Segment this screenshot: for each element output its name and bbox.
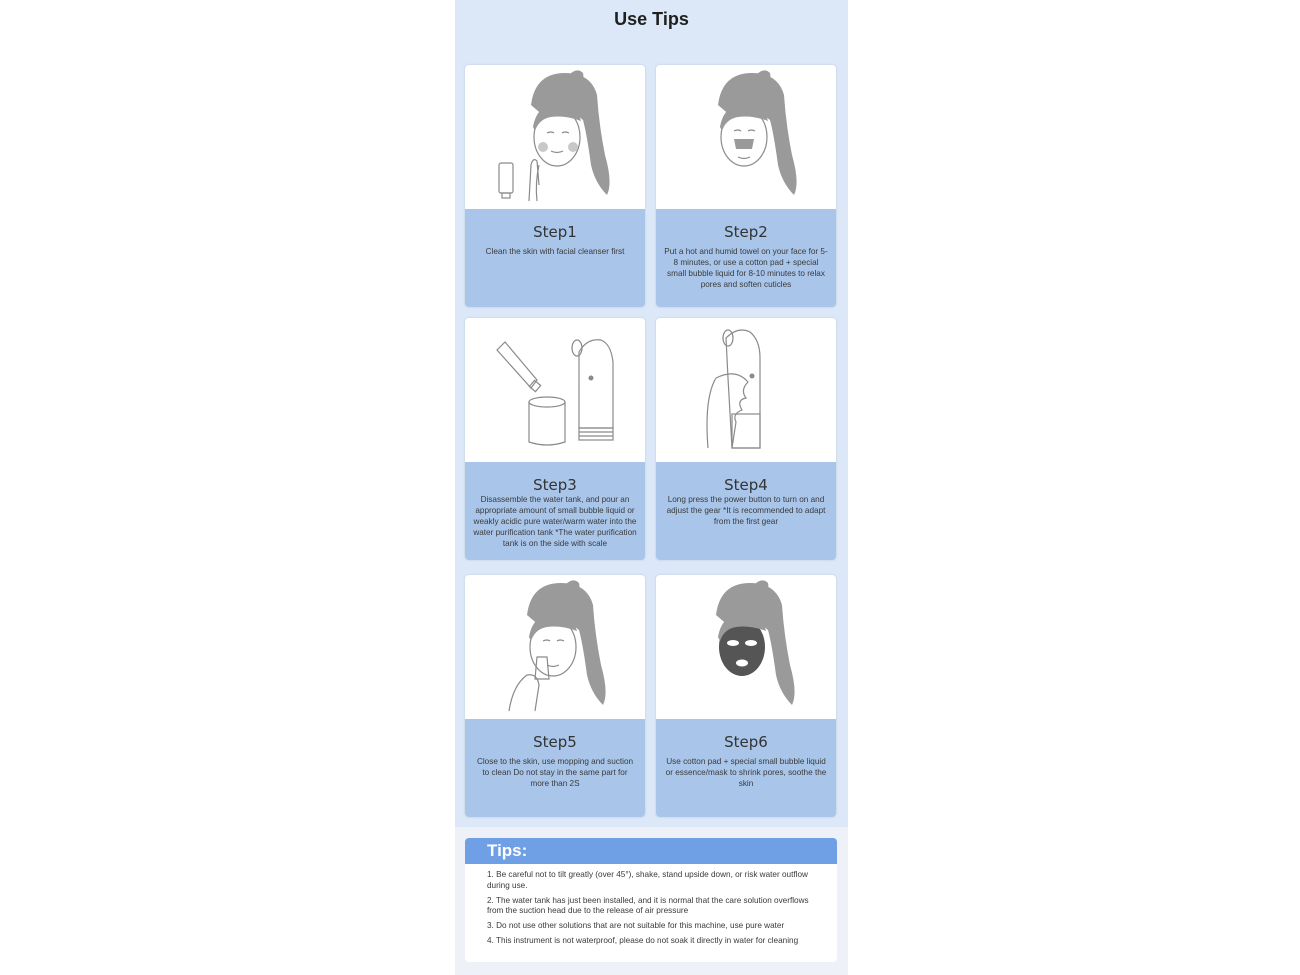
step-description: Clean the skin with facial cleanser first (485, 247, 625, 256)
tips-header: Tips: (465, 838, 837, 864)
step-description: Disassemble the water tank, and pour an appropriate amount of small bubble liquid or weakly acidic pure water/warm water into the water purification tank *The water purification tank is on the side with scale (473, 495, 637, 548)
step-description: Put a hot and humid towel on your face for 5-8 minutes, or use a cotton pad + special small bubble liquid for 8-10 minutes to relax pores and soften cuticles (664, 247, 828, 289)
tip-item: 2. The water tank has just been installed, and it is normal that the care solution overflows from the suction head due to the release of air pressure (487, 895, 809, 916)
tip-item: 1. Be careful not to tilt greatly (over 45°), shake, stand upside down, or risk water outflow during use. (487, 870, 808, 890)
woman-face-mask-illustration-icon (656, 575, 836, 719)
step-title: Step1 (533, 223, 577, 241)
step-card-3 (465, 318, 645, 560)
tip-item: 4. This instrument is not waterproof, please do not soak it directly in water for cleaning (487, 935, 799, 945)
step-card-2 (656, 65, 836, 307)
step-card-1 (465, 65, 645, 307)
step-title: Step3 (533, 476, 577, 494)
step-description: Use cotton pad + special small bubble liquid or essence/mask to shrink pores, soothe the skin (665, 757, 827, 788)
step-card-6 (656, 575, 836, 817)
step-title: Step2 (724, 223, 768, 241)
hand-holding-device-illustration-icon (656, 318, 836, 462)
step-title: Step5 (533, 733, 577, 751)
tips-box (465, 838, 837, 962)
step-description: Close to the skin, use mopping and suction to clean Do not stay in the same part for more than 2S (476, 757, 634, 788)
tip-item: 3. Do not use other solutions that are not suitable for this machine, use pure water (487, 921, 785, 931)
woman-cleanser-illustration-icon (465, 65, 645, 209)
water-tank-device-illustration-icon (465, 318, 645, 462)
woman-nose-strip-illustration-icon (656, 65, 836, 209)
step-description: Long press the power button to turn on and adjust the gear *It is recommended to adapt from the first gear (666, 495, 826, 526)
tips-list (465, 870, 837, 947)
page-title: Use Tips (614, 9, 689, 29)
step-card-4 (656, 318, 836, 560)
step-title: Step6 (724, 733, 768, 751)
step-title: Step4 (724, 476, 768, 494)
woman-using-device-illustration-icon (465, 575, 645, 719)
use-tips-panel (455, 0, 848, 975)
step-card-5 (465, 575, 645, 817)
